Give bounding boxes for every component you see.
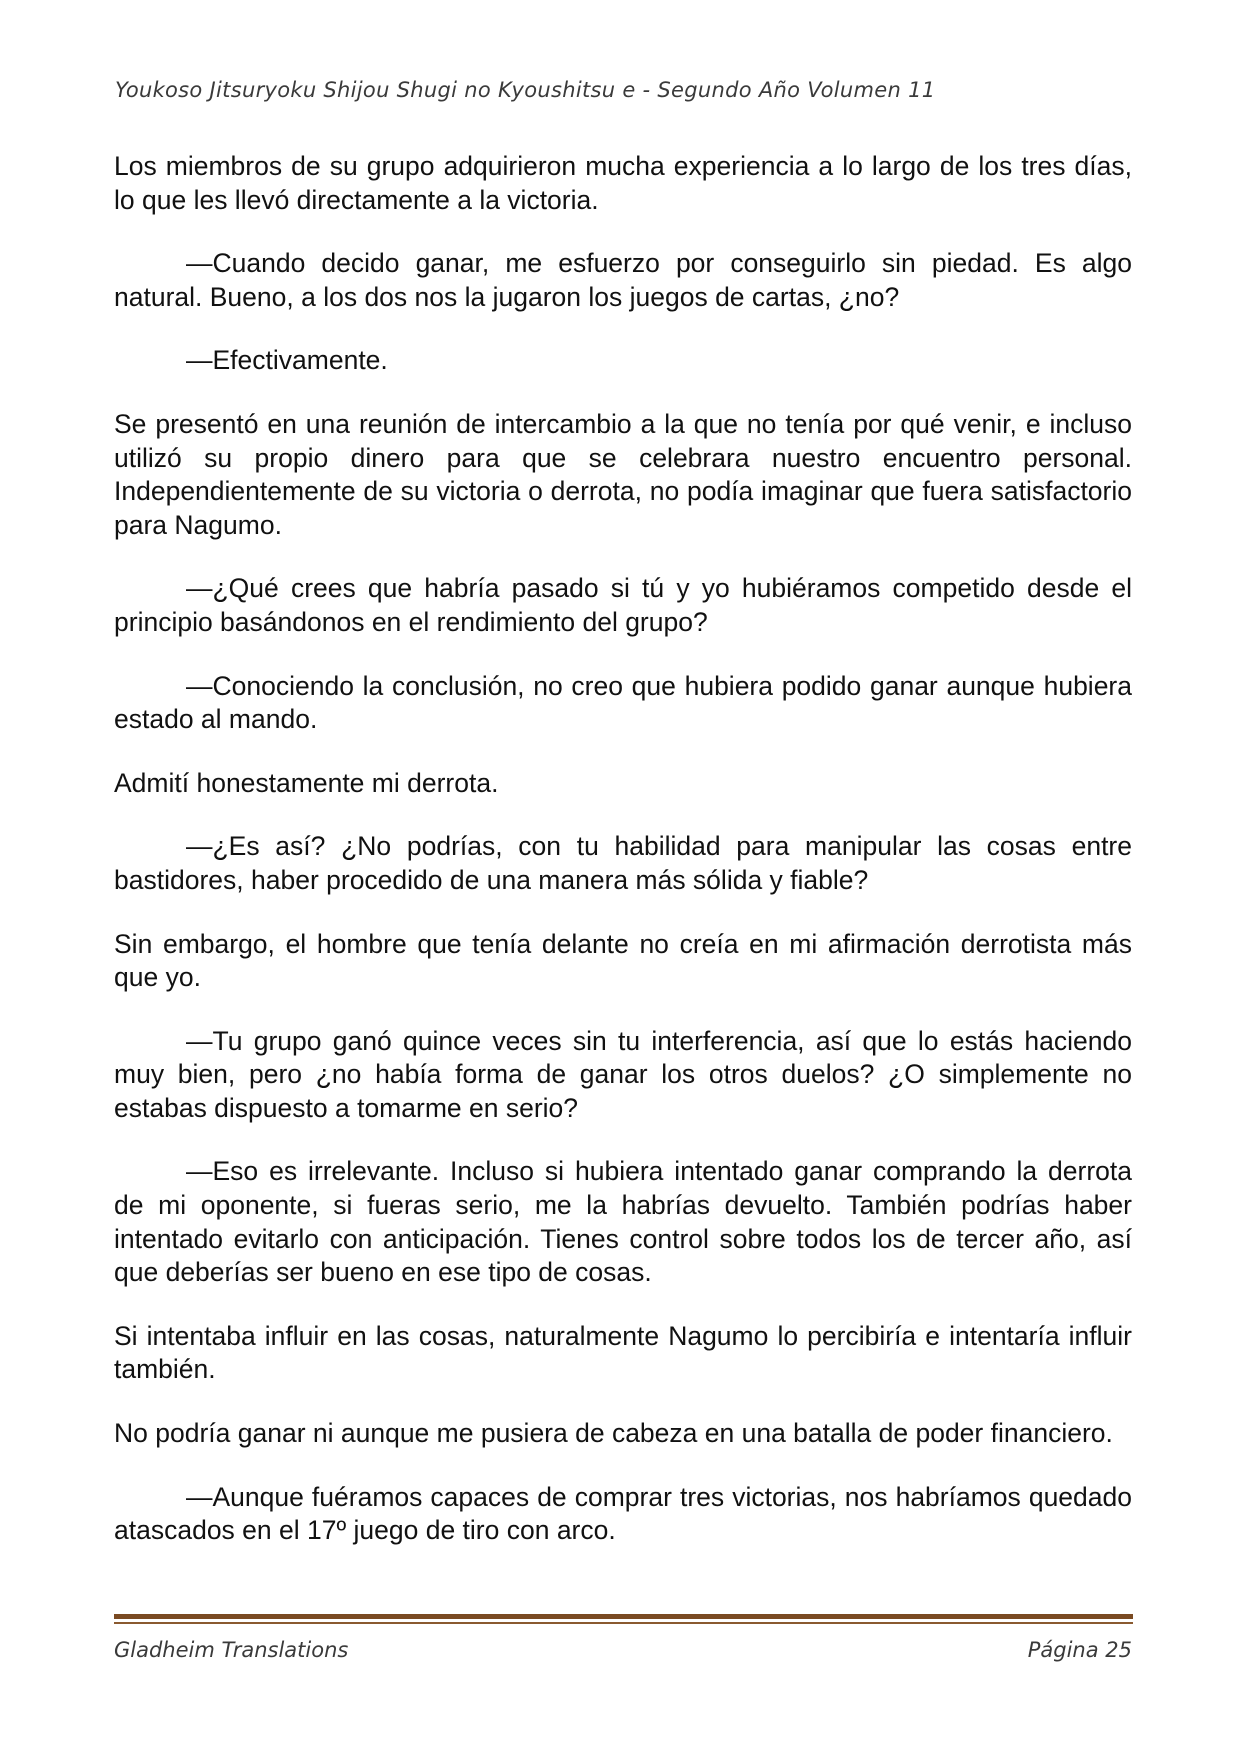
footer-credit: Gladheim Translations (114, 1638, 349, 1662)
footer-divider-thin (114, 1622, 1133, 1624)
dialogue-paragraph: —¿Es así? ¿No podrías, con tu habilidad para manipular las cosas entre bastidores, haber procedido de una manera más sólida y fiable? (114, 831, 1132, 895)
running-header: Youkoso Jitsuryoku Shijou Shugi no Kyoushitsu e - Segundo Año Volumen 11 (115, 78, 936, 102)
dialogue-paragraph: —¿Qué crees que habría pasado si tú y yo hubiéramos competido desde el principio basándonos en el rendimiento del grupo? (114, 573, 1132, 637)
page-number: Página 25 (1027, 1638, 1132, 1662)
dialogue-paragraph: —Conociendo la conclusión, no creo que hubiera podido ganar aunque hubiera estado al mando. (114, 670, 1132, 735)
footer-divider-thick (114, 1614, 1133, 1619)
body-text (114, 150, 1132, 1548)
dialogue-paragraph: —Efectivamente. (186, 345, 388, 376)
dialogue-paragraph: —Cuando decido ganar, me esfuerzo por conseguirlo sin piedad. Es algo natural. Bueno, a los dos nos la jugaron los juegos de cartas, ¿no? (114, 248, 1132, 312)
paragraph: Si intentaba influir en las cosas, naturalmente Nagumo lo percibiría e intentaría influir también. (114, 1320, 1132, 1385)
paragraph: Los miembros de su grupo adquirieron mucha experiencia a lo largo de los tres días, lo que les llevó directamente a la victoria. (114, 151, 1132, 215)
paragraph: Se presentó en una reunión de intercambio a la que no tenía por qué venir, e incluso utilizó su propio dinero para que se celebrara nuestro encuentro personal. Independientemente de su victoria o derrota, no podía imaginar que fuera satisfactorio para Nagumo. (114, 408, 1132, 540)
paragraph: Sin embargo, el hombre que tenía delante no creía en mi afirmación derrotista más que yo. (114, 928, 1132, 993)
dialogue-paragraph: —Tu grupo ganó quince veces sin tu interferencia, así que lo estás haciendo muy bien, pero ¿no había forma de ganar los otros duelos? ¿O simplemente no estabas dispuesto a tomarme en serio? (114, 1025, 1132, 1123)
dialogue-paragraph: —Aunque fuéramos capaces de comprar tres victorias, nos habríamos quedado atascados en el 17º juego de tiro con arco. (114, 1481, 1132, 1546)
paragraph: No podría ganar ni aunque me pusiera de cabeza en una batalla de poder financiero. (114, 1418, 1113, 1449)
dialogue-paragraph: —Eso es irrelevante. Incluso si hubiera intentado ganar comprando la derrota de mi oponente, si fueras serio, me la habrías devuelto. También podrías haber intentado evitarlo con anticipación. Tienes control sobre todos los de tercer año, así que deberías ser bueno en ese tipo de cosas. (114, 1156, 1132, 1288)
paragraph: Admití honestamente mi derrota. (114, 767, 499, 798)
